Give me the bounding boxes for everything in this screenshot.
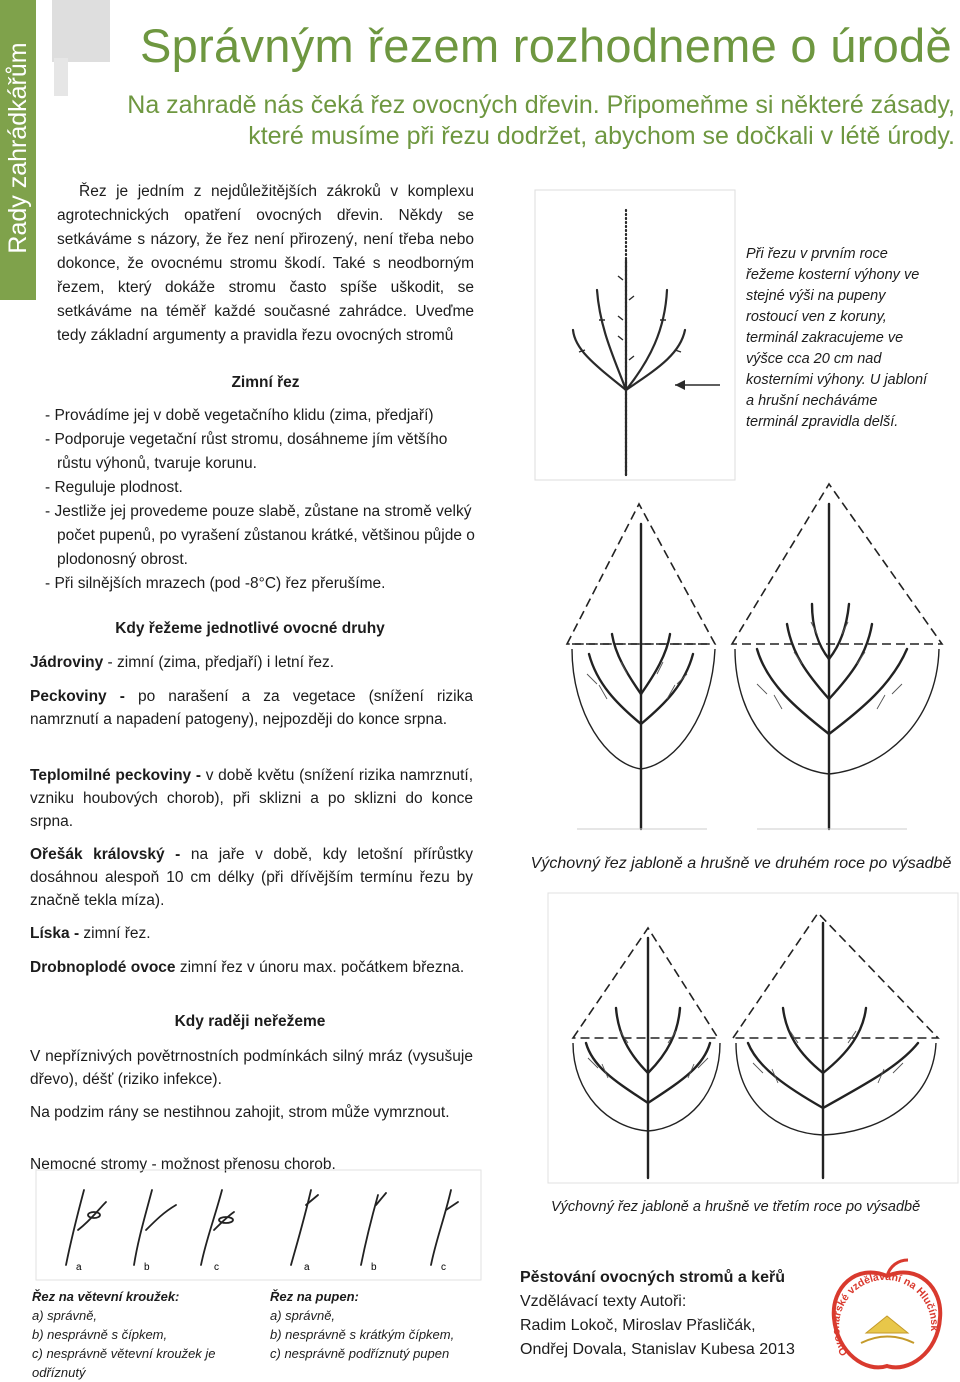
species-text: na jaře v době, kdy letošní přírůstky dosáhnou alespoň 10 cm délky (při dřívějším termínu řezu by značně tekla míza). [30, 846, 474, 909]
first-year-tree-illustration [535, 190, 735, 480]
list-item: - Při silnějších mrazech (pod -8°C) řez přerušíme. [45, 575, 386, 592]
species-name: Teplomilné peckoviny - [30, 767, 202, 784]
species-text: po narašení a za vegetace (snížení rizika namrznutí a napadení patogeny), nejpozději do konce srpna. [30, 688, 473, 728]
caption-line: b) nesprávně s čípkem, [32, 1327, 168, 1342]
species-item [30, 685, 473, 731]
figure-letter: b [144, 1262, 150, 1273]
bud-cut-caption [270, 1287, 485, 1363]
figure-letter: a [304, 1262, 310, 1273]
third-year-caption: Výchovný řez jabloně a hrušně ve třetím roce po výsadbě [551, 1199, 921, 1215]
svg-text:Ovocnářské vzdělávání na Hlučí [823, 1249, 940, 1358]
species-text: zimní řez. [83, 925, 151, 942]
bud-cut-heading: Řez na pupen: [270, 1289, 359, 1304]
no-cut-paragraph: Na podzim rány se nestihnou zahojit, strom může vymrznout. [30, 1104, 450, 1121]
credits [520, 1266, 830, 1362]
second-year-trees-illustration [567, 484, 957, 834]
apple-logo [822, 1249, 948, 1376]
list-item: - Reguluje plodnost. [45, 479, 183, 496]
intro-paragraph: Řez je jedním z nejdůležitějších zákroků v komplexu agrotechnických opatření ovocných dřevin. Někdy se setkáváme s názory, že řez není přirozený, není třeba nebo dokonce, že ovocnému stromu škodí. Také s neodborným řezem, který dokáže stromu často spíše uškodit, se setkáváme na téměř každé současné zahrádce. Uveďme tedy základní argumenty a pravidla řezu ovocných stromů [57, 183, 474, 344]
list-item: - Podporuje vegetační růst stromu, dosáhneme jím většího růstu výhonů, tvaruje korunu. [45, 431, 448, 472]
credits-line: Radim Lokoč, Miroslav Přasličák, [520, 1317, 756, 1334]
figure-letter: c [214, 1262, 219, 1273]
figure-letter: c [441, 1262, 446, 1273]
separator [180, 846, 191, 863]
credits-title: Pěstování ovocných stromů a keřů [520, 1269, 785, 1286]
no-cut-heading: Kdy raději neřežeme [174, 1013, 326, 1030]
list-item: - Provádíme jej v době vegetačního klidu (zima, předjaří) [45, 407, 434, 424]
logo-text: Ovocnářské vzdělávání na Hlučínsku [822, 1249, 941, 1358]
winter-list [45, 404, 485, 596]
winter-heading: Zimní řez [231, 374, 300, 391]
credits-line: Ondřej Dovala, Stanislav Kubesa 2013 [520, 1341, 795, 1358]
species-item [30, 956, 473, 979]
second-year-caption: Výchovný řez jabloně a hrušně ve druhém roce po výsadbě [530, 855, 952, 872]
species-name: Jádroviny [30, 654, 104, 671]
credits-line: Vzdělávací texty Autoři: [520, 1293, 687, 1310]
pruning-cuts-illustration [36, 1170, 481, 1280]
species-item [30, 764, 473, 833]
figure-letter: b [371, 1262, 377, 1273]
branch-ring-caption [32, 1287, 252, 1382]
species-text: v době květu (snížení rizika namrznutí, vzniku houbových chorob), při sklizni a po sklizni do konce srpna. [30, 767, 473, 830]
decor-square [52, 0, 110, 62]
decor-bar [54, 58, 68, 96]
caption-line: c) nesprávně podříznutý pupen [270, 1346, 450, 1361]
page-title: Správným řezem rozhodneme o úrodě [140, 19, 952, 72]
species-item [30, 922, 473, 945]
species-text: zimní řez v únoru max. počátkem března. [179, 959, 465, 976]
third-year-trees-illustration [548, 893, 958, 1183]
branch-ring-heading: Řez na větevní kroužek: [32, 1289, 180, 1304]
caption-line: b) nesprávně s krátkým čípkem, [270, 1327, 455, 1342]
species-name: Ořešák královský - [30, 846, 181, 863]
page-subtitle: Na zahradě nás čeká řez ovocných dřevin. Připomeňme si některé zásady, které musíme při řezu dodržet, abychom se dočkali v létě úrody. [127, 91, 955, 150]
species-heading: Kdy řežeme jednotlivé ovocné druhy [115, 620, 385, 637]
side-tab-label: Rady zahrádkářům [4, 42, 32, 254]
species-text: zimní (zima, předjaří) i letní řez. [117, 654, 335, 671]
caption-line: a) správně, [270, 1308, 336, 1323]
list-item: - Jestliže jej provedeme pouze slabě, zůstane na stromě velký počet pupenů, po vyrašení zůstanou krátké, většinou půjde o plodonosný obrost. [45, 503, 475, 568]
caption-line: c) nesprávně větevní kroužek je odříznutý [32, 1346, 216, 1380]
species-name: Peckoviny - [30, 688, 125, 705]
species-item [30, 651, 473, 674]
figure-letter: a [76, 1262, 82, 1273]
species-name: Drobnoplodé ovoce [30, 959, 176, 976]
no-cut-paragraph: Nemocné stromy - možnost přenosu chorob. [30, 1156, 336, 1173]
separator [125, 688, 138, 705]
species-item [30, 843, 473, 912]
first-year-caption: Při řezu v prvním roce řežeme kosterní výhony ve stejné výši na pupeny rostoucí ven z koruny, terminál zakracujeme ve výšce cca 20 cm nad kosterními výhony. U jabloní a hrušní necháváme terminál zpravidla delší. [746, 246, 928, 430]
caption-line: a) správně, [32, 1308, 98, 1323]
no-cut-paragraph: V nepříznivých povětrnostních podmínkách silný mráz (vysušuje dřevo), déšť (riziko infekce). [30, 1048, 473, 1088]
species-name: Líska - [30, 925, 80, 942]
separator: - [103, 654, 118, 671]
